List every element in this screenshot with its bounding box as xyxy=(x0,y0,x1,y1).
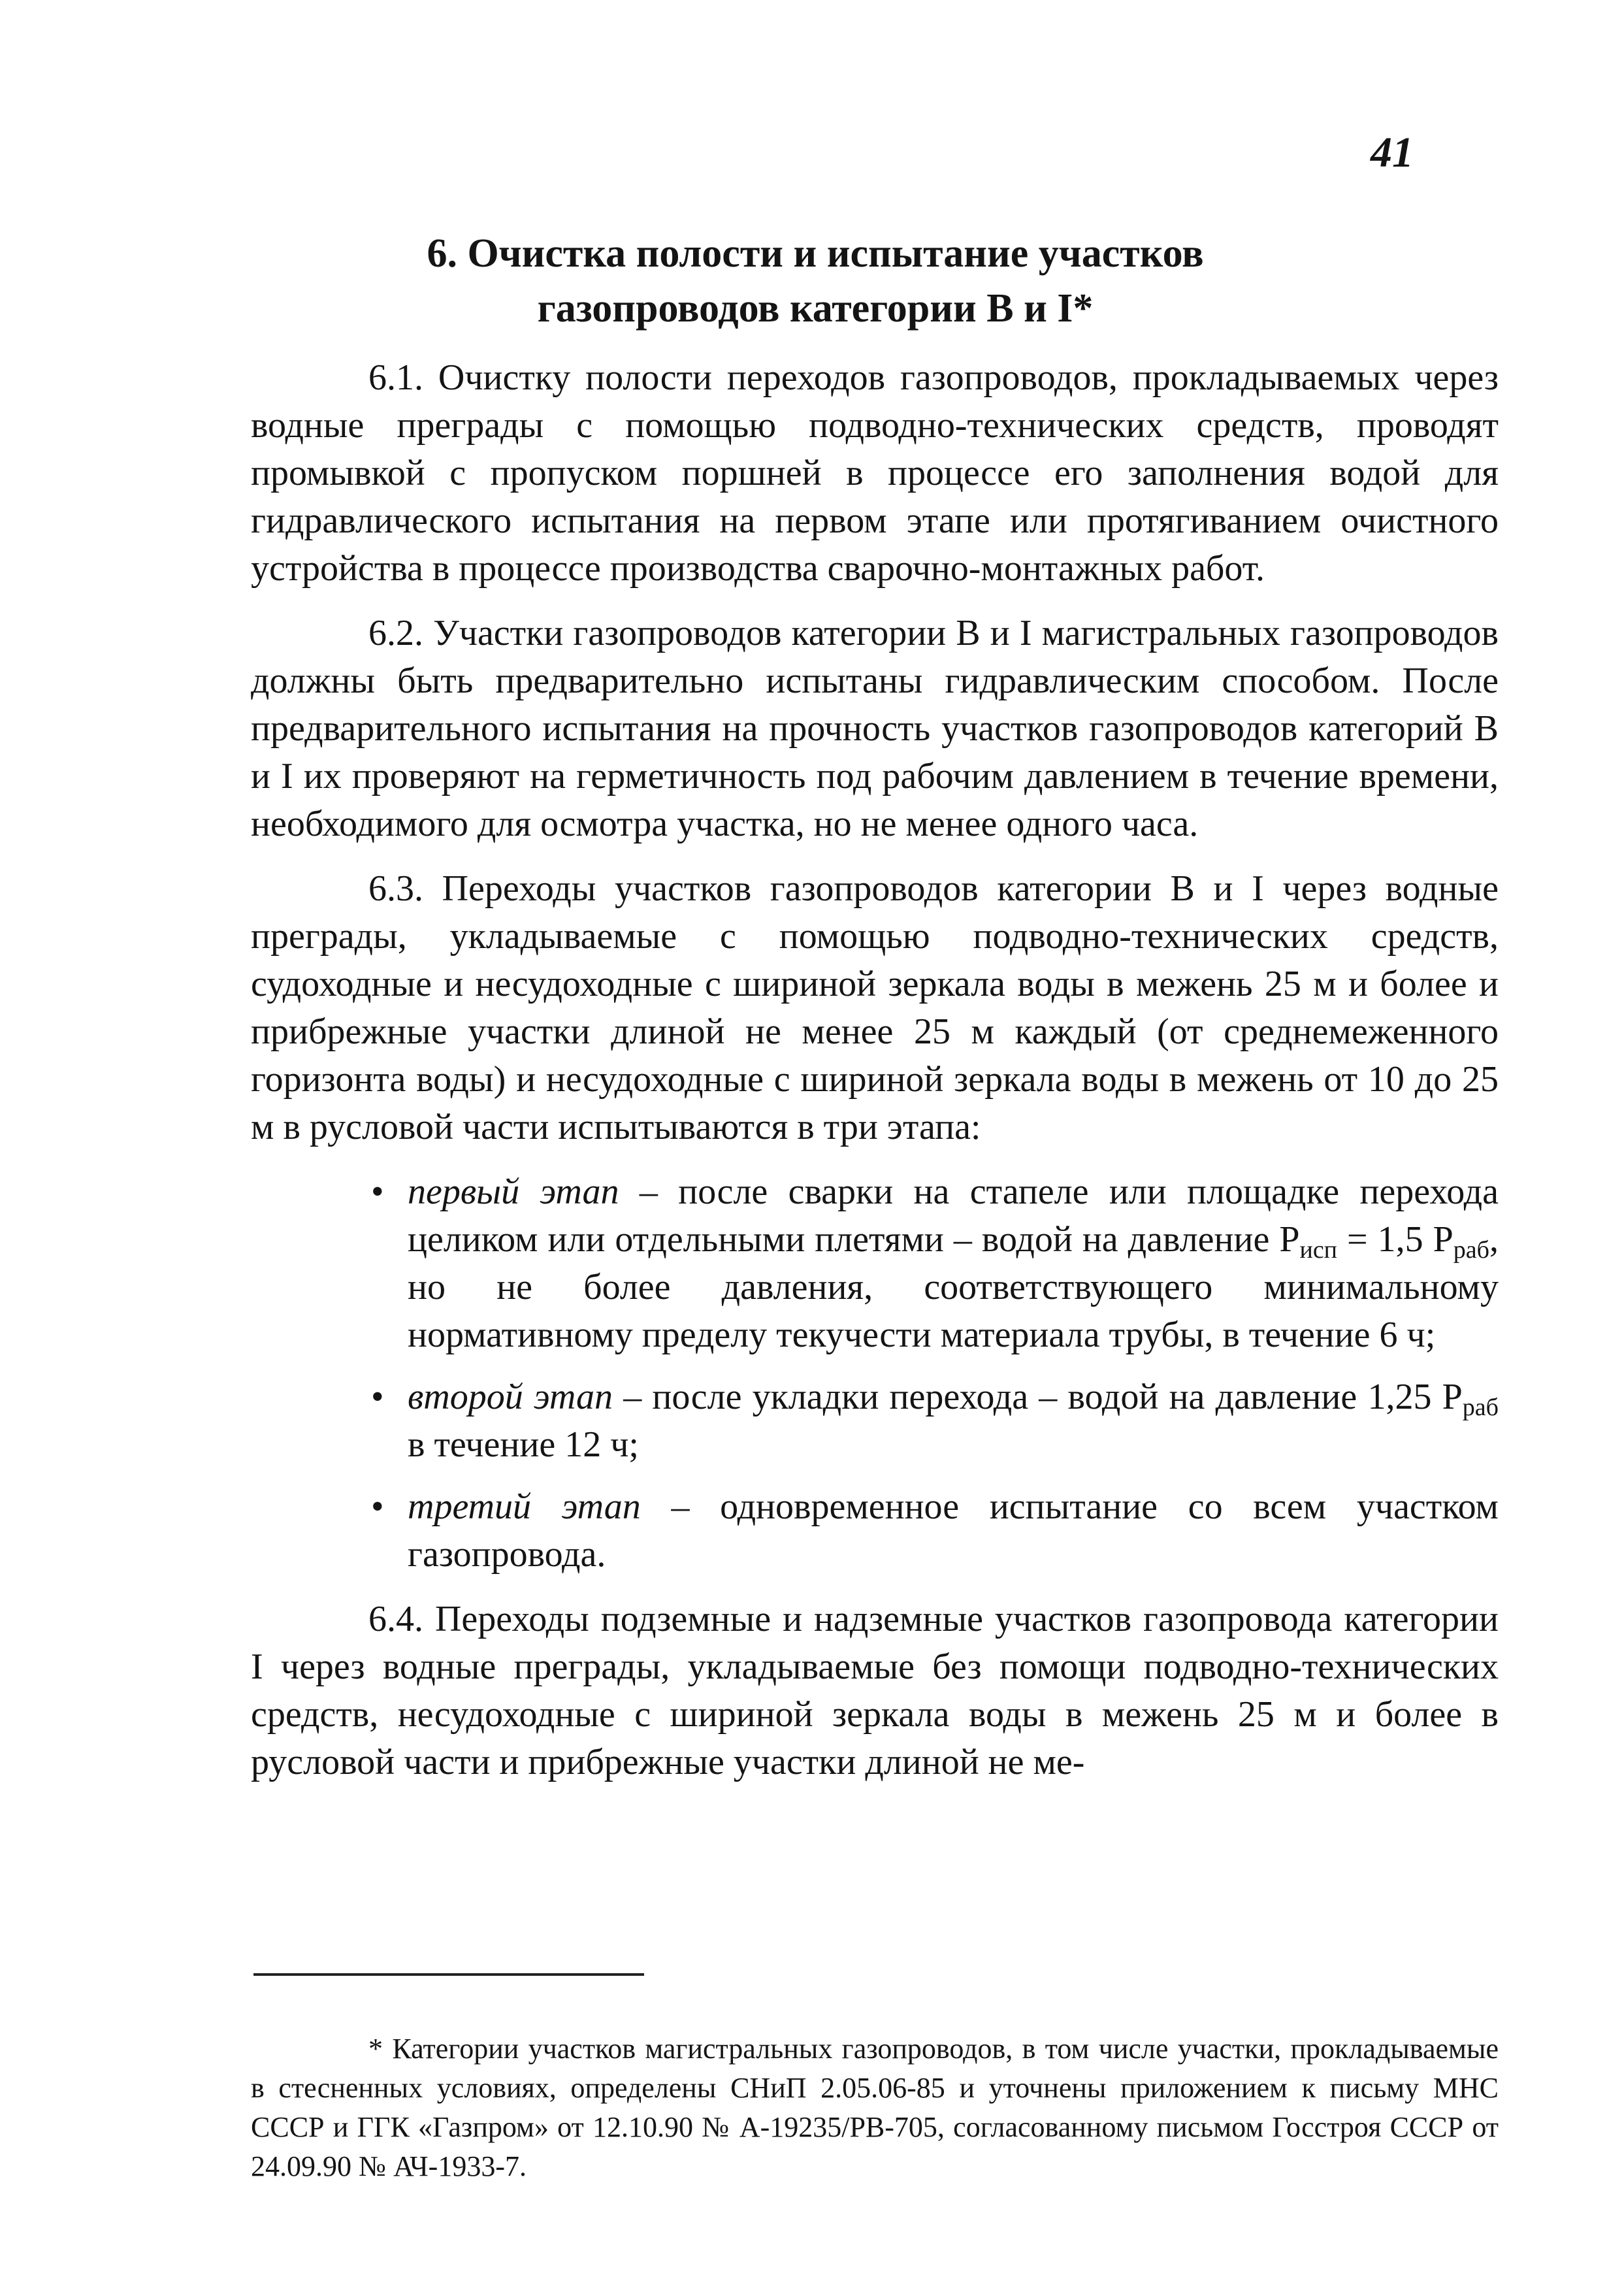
footnote: * Категории участков магистральных газопроводов, в том числе участки, прокладываемые в стесненных условиях, определены СНиП 2.05.06-85 и уточнены приложением к письму МНС СССР и ГГК «Газпром» от 12.10.90 № А-19235/РВ-705, согласованному письмом Госстроя СССР от 24.09.90 № АЧ-1933-7. xyxy=(251,2033,1499,2182)
paragraph-6-3: 6.3. Переходы участков газопроводов категории В и I через водные преграды, укладываемые с помощью подводно-технических средств, судоходные и несудоходные с шириной зеркала воды в межень 25 м и более и прибрежные участки длиной не менее 25 м каждый (от среднемеженного горизонта воды) и несудоходные с шириной зеркала воды в межень от 10 до 25 м в русловой части испытываются в три этапа: xyxy=(251,868,1499,1147)
bullet-icon: • xyxy=(371,1172,384,1212)
stage-first-sub-isp: исп xyxy=(1299,1236,1338,1264)
paragraph-6-4: 6.4. Переходы подземные и надземные участков газопровода категории I через водные преграды, укладываемые без помощи подводно-технических средств, несудоходные с шириной зеркала воды в межень 25 м и более в русловой части и прибрежные участки длиной не ме- xyxy=(251,1599,1499,1782)
bullet-icon: • xyxy=(371,1486,384,1527)
heading-line-1: 6. Очистка полости и испытание участков xyxy=(427,231,1204,276)
stage-second-text-after: в течение 12 ч; xyxy=(408,1424,639,1465)
stage-third-name: третий этап xyxy=(408,1486,641,1527)
section-heading xyxy=(196,226,1435,336)
page-number: 41 xyxy=(1371,129,1414,176)
stages-list xyxy=(251,1168,1499,1579)
heading-line-2: газопроводов категории В и I* xyxy=(537,286,1094,331)
footnote-divider xyxy=(253,1973,644,1976)
stage-first-text-before: – после сварки на стапеле или площадке перехода целиком или отдельными плетями – водой на давление P xyxy=(408,1172,1499,1260)
paragraph-6-2: 6.2. Участки газопроводов категории В и I магистральных газопроводов должны быть предварительно испытаны гидравлическим способом. После предварительного испытания на прочность участков газопроводов категорий В и I их проверяют на герметичность под рабочим давлением в течение времени, необходимого для осмотра участка, но не менее одного часа. xyxy=(251,613,1499,844)
stage-third-text: – одновременное испытание со всем участком газопровода. xyxy=(408,1486,1499,1575)
stage-first-sub-rab: раб xyxy=(1453,1236,1489,1264)
stage-third xyxy=(251,1483,1499,1579)
stage-first-text-mid: = 1,5 P xyxy=(1337,1219,1453,1260)
body-text xyxy=(251,354,1499,1803)
stage-second-name: второй этап xyxy=(408,1377,613,1417)
stage-first-name: первый этап xyxy=(408,1172,619,1212)
paragraph-6-1: 6.1. Очистку полости переходов газопроводов, прокладываемых через водные преграды с помощью подводно-технических средств, проводят промывкой с пропуском поршней в процессе его заполнения водой для гидравлического испытания на первом этапе или протягиванием очистного устройства в процессе производства сварочно-монтажных работ. xyxy=(251,357,1499,589)
stage-second xyxy=(251,1373,1499,1469)
stage-second-sub-rab: раб xyxy=(1462,1394,1499,1421)
bullet-icon: • xyxy=(371,1377,384,1417)
stage-first xyxy=(251,1168,1499,1359)
stage-second-text-before: – после укладки перехода – водой на давление 1,25 P xyxy=(613,1377,1463,1417)
stage-first-text-after: , но не более давления, соответствующего минимальному нормативному пределу текучести материала трубы, в течение 6 ч; xyxy=(408,1219,1499,1355)
